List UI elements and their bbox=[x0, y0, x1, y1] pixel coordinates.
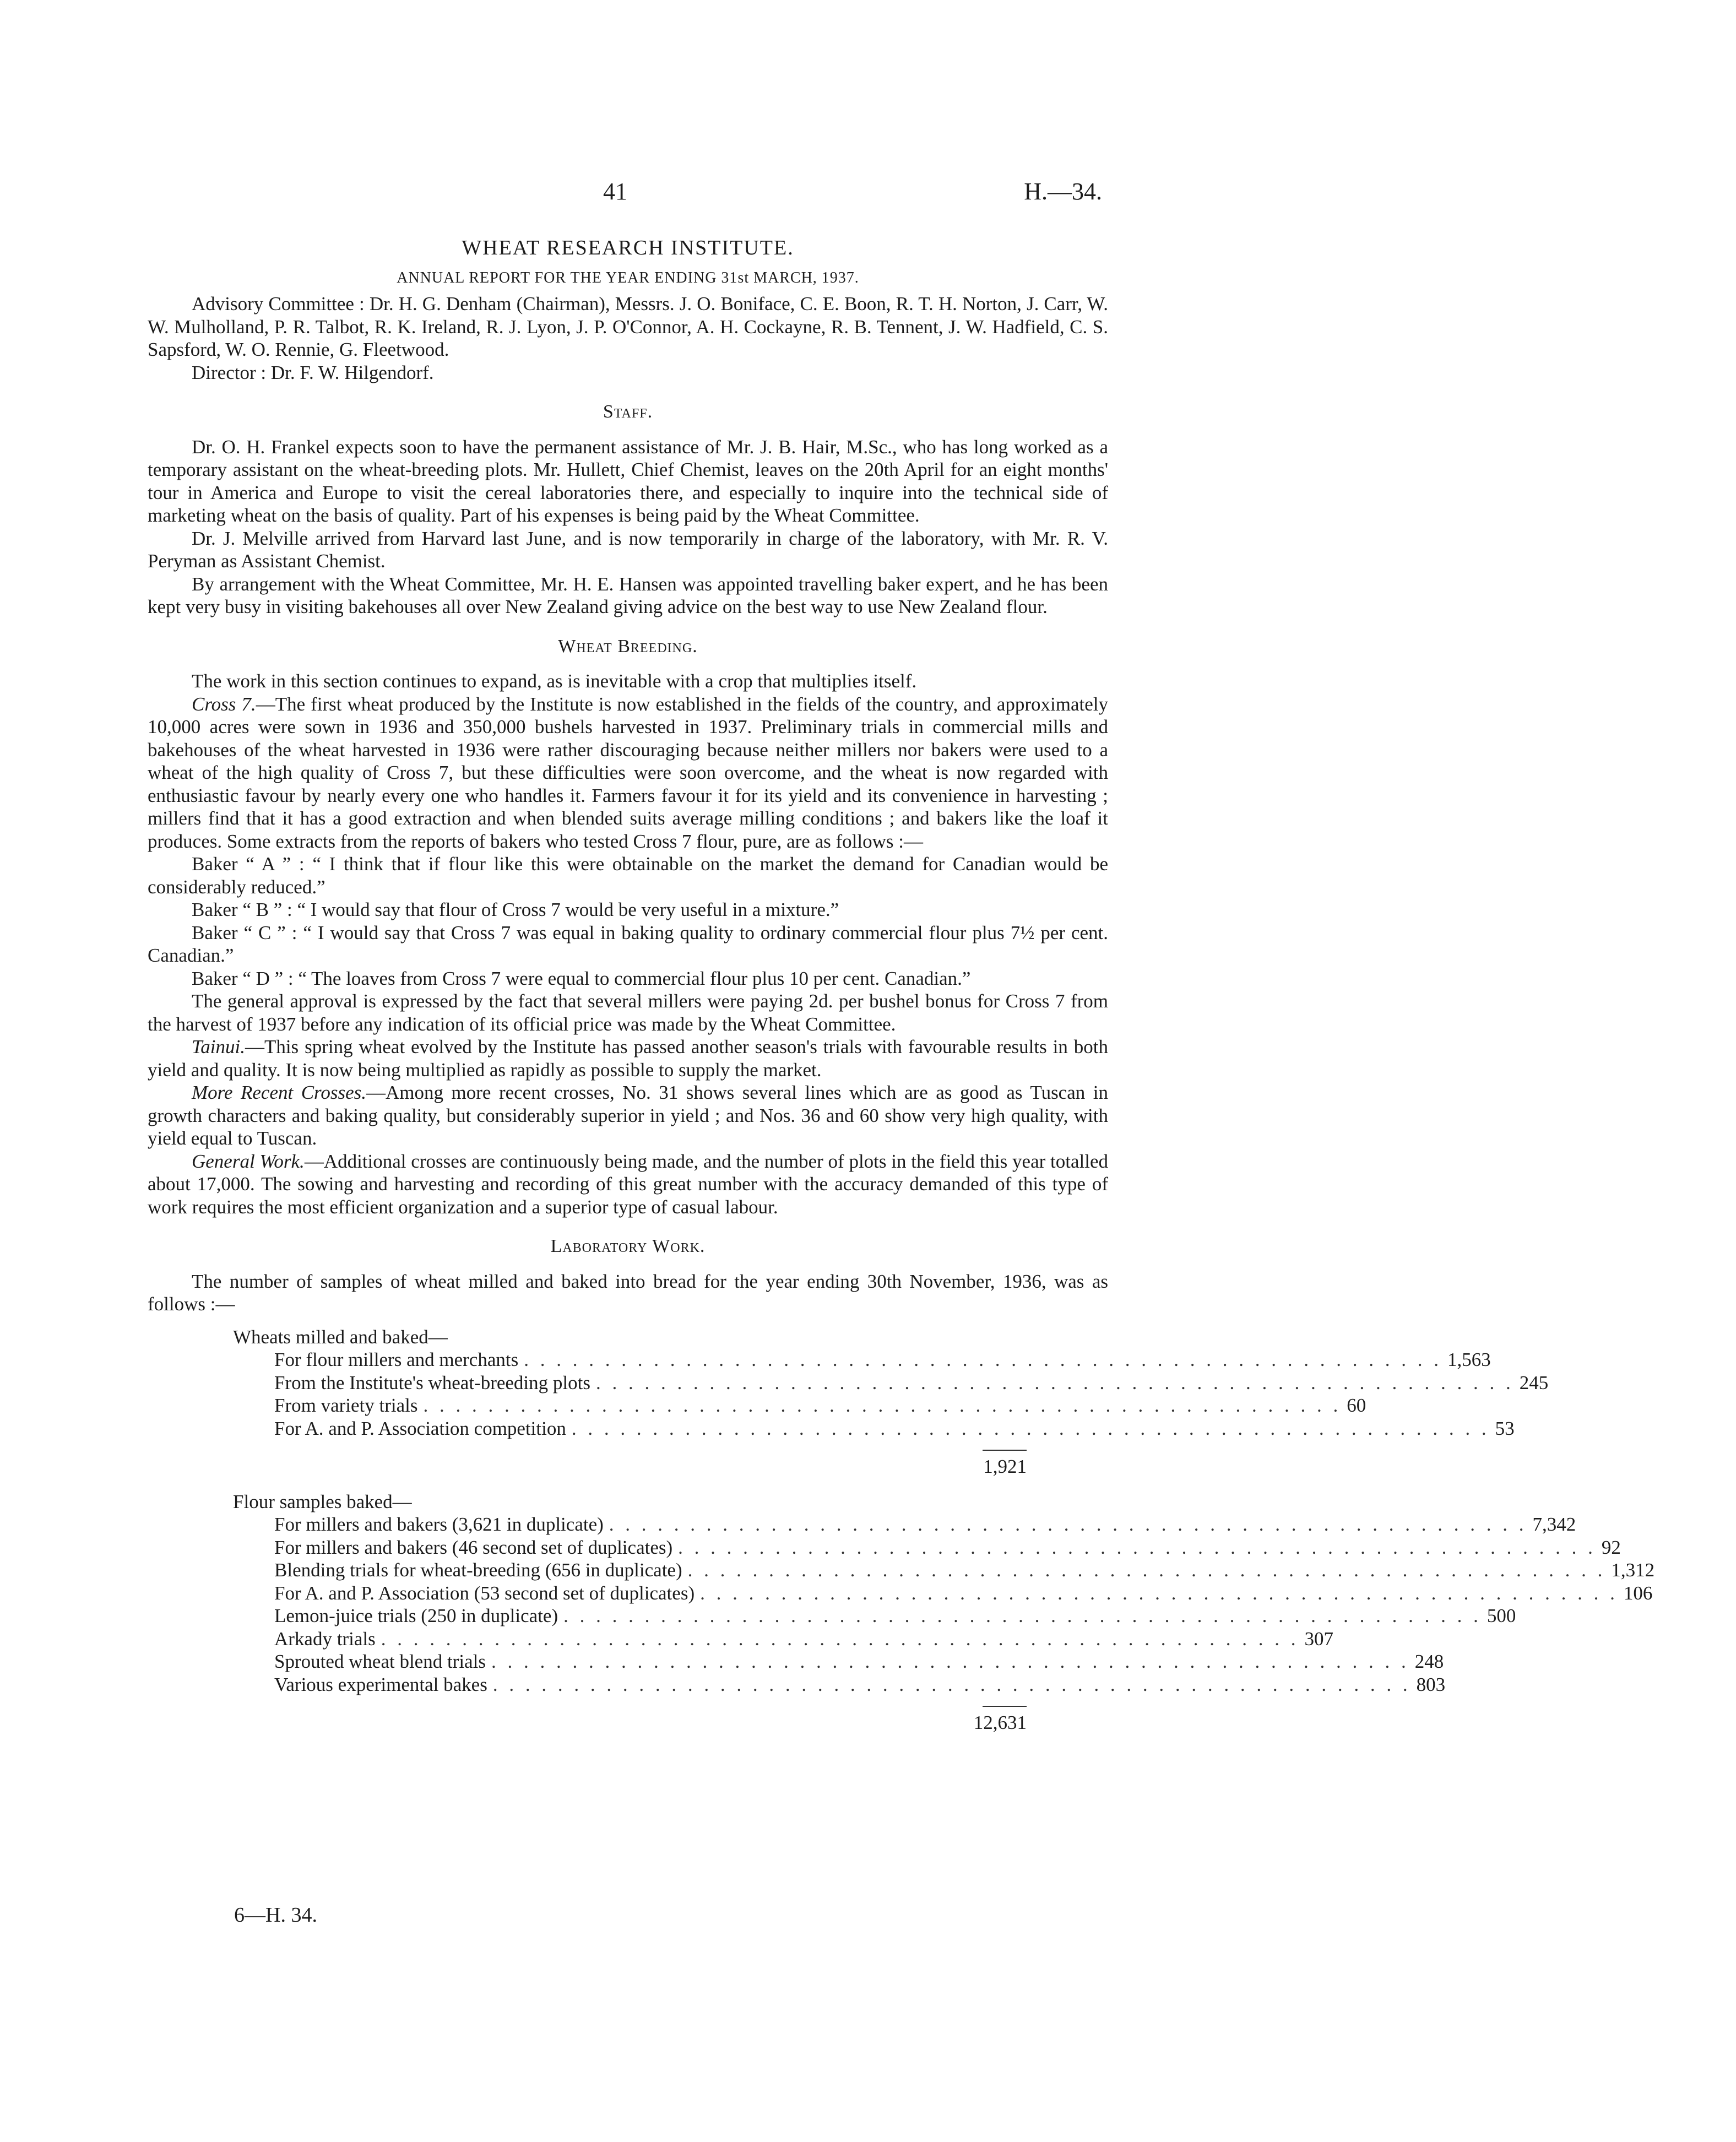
table-row bbox=[148, 1348, 1491, 1371]
row-label: For millers and bakers (3,621 in duplicate) bbox=[274, 1514, 604, 1535]
leader-dots: . . . . . . . . . . . . . . . . . . . . . . . . . . . . . . . . . . . . . . . . . . . . . . . . . . . . . . . . . bbox=[687, 1559, 1606, 1581]
table-row bbox=[148, 1604, 1516, 1628]
tainui-label: Tainui. bbox=[192, 1036, 245, 1058]
advisory-committee: Advisory Committee : Dr. H. G. Denham (Chairman), Messrs. J. O. Boniface, C. E. Boon, R. T. H. Norton, J. Carr, W. W. Mulholland, P. R. Talbot, R. K. Ireland, R. J. Lyon, J. P. O'Connor, A. H. Cockayne, R. B. Tennent, J. W. Hadfield, C. S. Sapsford, W. O. Rennie, G. Fleetwood. bbox=[148, 293, 1108, 360]
flour-group-heading: Flour samples baked— bbox=[233, 1490, 412, 1512]
wheat-breeding-heading: Wheat Breeding. bbox=[558, 636, 698, 657]
row-label: Arkady trials bbox=[274, 1628, 376, 1650]
table-row bbox=[148, 1513, 1576, 1536]
breeding-intro: The work in this section continues to expand, as is inevitable with a crop that multiplies itself. bbox=[192, 670, 917, 692]
row-value: 53 bbox=[1495, 1417, 1515, 1439]
leader-dots: . . . . . . . . . . . . . . . . . . . . . . . . . . . . . . . . . . . . . . . . . . . . . . . . . . . . . . . . . bbox=[700, 1582, 1618, 1604]
row-value: 248 bbox=[1414, 1651, 1444, 1672]
row-label: For A. and P. Association competition bbox=[274, 1417, 566, 1439]
row-value: 1,563 bbox=[1447, 1349, 1491, 1370]
leader-dots: . . . . . . . . . . . . . . . . . . . . . . . . . . . . . . . . . . . . . . . . . . . . . . . . . . . . . . . . . bbox=[609, 1514, 1527, 1535]
leader-dots: . . . . . . . . . . . . . . . . . . . . . . . . . . . . . . . . . . . . . . . . . . . . . . . . . . . . . . . . . bbox=[491, 1651, 1409, 1672]
row-value: 106 bbox=[1623, 1582, 1653, 1604]
row-label: Various experimental bakes bbox=[274, 1673, 487, 1695]
recent-crosses-para bbox=[148, 1081, 1108, 1150]
cross7-para bbox=[148, 693, 1108, 853]
table-row bbox=[148, 1650, 1444, 1673]
tainui-text: —This spring wheat evolved by the Institute has passed another season's trials with favourable results in both yield and quality. It is now being multiplied as rapidly as possible to supply the market. bbox=[148, 1036, 1108, 1081]
wheats-total-row bbox=[148, 1455, 1108, 1478]
table-row bbox=[148, 1628, 1333, 1651]
row-value: 1,312 bbox=[1611, 1559, 1655, 1581]
table-row bbox=[148, 1582, 1653, 1605]
laboratory-heading: Laboratory Work. bbox=[550, 1236, 706, 1256]
table-row bbox=[148, 1371, 1549, 1395]
leader-dots: . . . . . . . . . . . . . . . . . . . . . . . . . . . . . . . . . . . . . . . . . . . . . . . . . . . . . . . . . bbox=[678, 1536, 1596, 1558]
cross7-label: Cross 7. bbox=[192, 693, 256, 715]
wheats-group-heading: Wheats milled and baked— bbox=[233, 1326, 448, 1348]
row-label: Lemon-juice trials (250 in duplicate) bbox=[274, 1605, 558, 1626]
row-value: 245 bbox=[1519, 1371, 1549, 1393]
row-value: 500 bbox=[1487, 1605, 1516, 1626]
recent-crosses-text: —Among more recent crosses, No. 31 shows several lines which are as good as Tuscan in growth characters and baking quality, but considerably superior in yield ; and Nos. 36 and 60 show very high quality, with yield equal to Tuscan. bbox=[148, 1082, 1108, 1149]
row-label: From variety trials bbox=[274, 1395, 418, 1416]
row-label: From the Institute's wheat-breeding plots bbox=[274, 1371, 590, 1393]
total-rule bbox=[983, 1706, 1027, 1707]
page-content bbox=[148, 236, 1655, 1734]
leader-dots: . . . . . . . . . . . . . . . . . . . . . . . . . . . . . . . . . . . . . . . . . . . . . . . . . . . . . . . . . bbox=[571, 1417, 1490, 1439]
director: Director : Dr. F. W. Hilgendorf. bbox=[192, 361, 434, 383]
general-work-para bbox=[148, 1150, 1108, 1219]
leader-dots: . . . . . . . . . . . . . . . . . . . . . . . . . . . . . . . . . . . . . . . . . . . . . . . . . . . . . . . . . bbox=[381, 1628, 1299, 1650]
row-label: Blending trials for wheat-breeding (656 in duplicate) bbox=[274, 1559, 682, 1581]
table-row bbox=[148, 1536, 1621, 1559]
staff-para: Dr. O. H. Frankel expects soon to have the permanent assistance of Mr. J. B. Hair, M.Sc., who has long worked as a temporary assistant on the wheat-breeding plots. Mr. Hullett, Chief Chemist, leaves on the 20th April for an eight months' tour in America and Europe to visit the cereal laboratories there, and especially to inquire into the technical side of marketing wheat on the basis of quality. Part of his expenses is being paid by the Wheat Committee. bbox=[148, 436, 1108, 526]
staff-para: By arrangement with the Wheat Committee, Mr. H. E. Hansen was appointed travelling baker expert, and he has been kept very busy in visiting bakehouses all over New Zealand giving advice on the best way to use New Zealand flour. bbox=[148, 573, 1108, 617]
flour-rows bbox=[148, 1513, 1655, 1696]
footer-code: 6—H. 34. bbox=[234, 1904, 317, 1927]
flour-total-row bbox=[148, 1711, 1108, 1734]
row-value: 7,342 bbox=[1532, 1514, 1576, 1535]
recent-crosses-label: More Recent Crosses. bbox=[192, 1082, 367, 1103]
page-number: 41 bbox=[603, 178, 627, 205]
row-label: For flour millers and merchants bbox=[274, 1349, 519, 1370]
cross7-text: —The first wheat produced by the Institute is now established in the fields of the country, and approximately 10,000 acres were sown in 1936 and 350,000 bushels harvested in 1937. Preliminary trials in commercial mills and bakehouses of the wheat harvested in 1936 were rather discouraging because neither millers nor bakers were used to a wheat of the high quality of Cross 7, but these difficulties were soon overcome, and the wheat is now regarded with enthusiastic favour by nearly every one who handles it. Farmers favour it for its yield and its convenience in harvesting ; millers find that it has a good extraction and when blended suits average milling conditions ; and bakers like the loaf it produces. Some extracts from the reports of bakers who tested Cross 7 flour, pure, are as follows :— bbox=[148, 693, 1108, 852]
leader-dots: . . . . . . . . . . . . . . . . . . . . . . . . . . . . . . . . . . . . . . . . . . . . . . . . . . . . . . . . . bbox=[563, 1605, 1482, 1626]
row-value: 60 bbox=[1347, 1395, 1366, 1416]
baker-quote: Baker “ B ” : “ I would say that flour of Cross 7 would be very useful in a mixture.” bbox=[192, 899, 839, 920]
wheats-rows bbox=[148, 1348, 1549, 1440]
row-label: For millers and bakers (46 second set of duplicates) bbox=[274, 1536, 673, 1558]
table-row bbox=[148, 1673, 1446, 1696]
general-work-label: General Work. bbox=[192, 1150, 305, 1172]
row-label: Sprouted wheat blend trials bbox=[274, 1651, 486, 1672]
staff-heading: Staff. bbox=[603, 402, 653, 422]
baker-quote: Baker “ A ” : “ I think that if flour like this were obtainable on the market the demand for Canadian would be considerably reduced.” bbox=[148, 853, 1108, 898]
leader-dots: . . . . . . . . . . . . . . . . . . . . . . . . . . . . . . . . . . . . . . . . . . . . . . . . . . . . . . . . . bbox=[524, 1349, 1442, 1370]
row-value: 803 bbox=[1416, 1673, 1446, 1695]
flour-total: 12,631 bbox=[973, 1712, 1027, 1733]
baker-quote: Baker “ C ” : “ I would say that Cross 7 was equal in baking quality to ordinary commercial flour plus 7½ per cent. Canadian.” bbox=[148, 921, 1108, 966]
row-value: 307 bbox=[1304, 1628, 1333, 1650]
samples-table bbox=[148, 1326, 1655, 1734]
table-row bbox=[148, 1394, 1366, 1417]
table-row bbox=[148, 1559, 1655, 1582]
total-rule bbox=[983, 1450, 1027, 1451]
document-code: H.—34. bbox=[1024, 178, 1102, 205]
general-work-text: —Additional crosses are continuously being made, and the number of plots in the field this year totalled about 17,000. The sowing and harvesting and recording of this great number with the accuracy demanded of this type of work requires the most efficient organization and a superior type of casual labour. bbox=[148, 1150, 1108, 1218]
leader-dots: . . . . . . . . . . . . . . . . . . . . . . . . . . . . . . . . . . . . . . . . . . . . . . . . . . . . . . . . . bbox=[423, 1395, 1342, 1416]
lab-intro: The number of samples of wheat milled and baked into bread for the year ending 30th November, 1936, was as follows :— bbox=[148, 1270, 1108, 1315]
tainui-para bbox=[148, 1035, 1108, 1081]
row-label: For A. and P. Association (53 second set of duplicates) bbox=[274, 1582, 695, 1604]
staff-para: Dr. J. Melville arrived from Harvard last June, and is now temporarily in charge of the laboratory, with Mr. R. V. Peryman as Assistant Chemist. bbox=[148, 527, 1108, 572]
row-value: 92 bbox=[1601, 1536, 1621, 1558]
wheats-total: 1,921 bbox=[983, 1456, 1027, 1477]
leader-dots: . . . . . . . . . . . . . . . . . . . . . . . . . . . . . . . . . . . . . . . . . . . . . . . . . . . . . . . . . bbox=[492, 1673, 1411, 1695]
leader-dots: . . . . . . . . . . . . . . . . . . . . . . . . . . . . . . . . . . . . . . . . . . . . . . . . . . . . . . . . . bbox=[595, 1371, 1514, 1393]
baker-quote: Baker “ D ” : “ The loaves from Cross 7 were equal to commercial flour plus 10 per cent. Canadian.” bbox=[192, 967, 971, 989]
approval-para: The general approval is expressed by the fact that several millers were paying 2d. per bushel bonus for Cross 7 from the harvest of 1937 before any indication of its official price was made by the Wheat Committee. bbox=[148, 990, 1108, 1035]
report-title: ANNUAL REPORT FOR THE YEAR ENDING 31st MARCH, 1937. bbox=[397, 269, 859, 286]
institute-title: WHEAT RESEARCH INSTITUTE. bbox=[462, 236, 794, 259]
table-row bbox=[148, 1417, 1515, 1440]
